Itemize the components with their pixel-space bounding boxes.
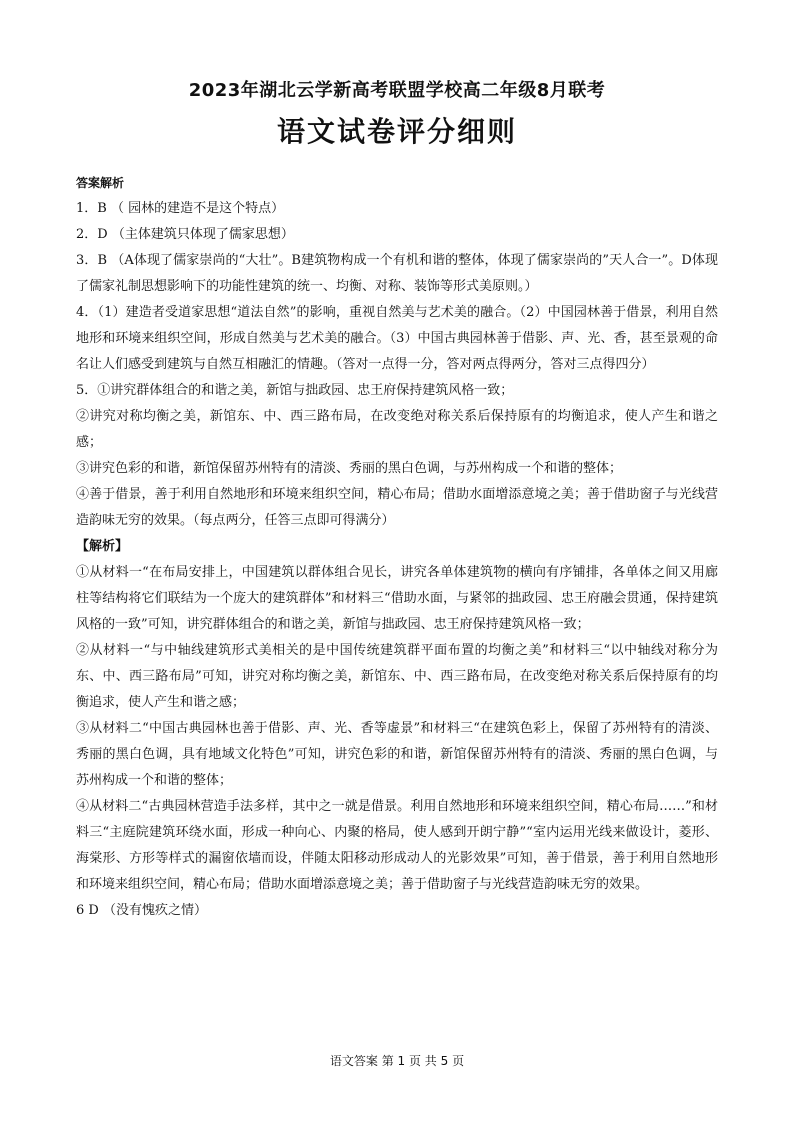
answer-4: 4．（1）建造者受道家思想“道法自然”的影响，重视自然美与艺术美的融合。（2）中国园林善于借景，利用自然地形和环境来组织空间，形成自然美与艺术美的融合。（3）中国古典园林善于借影、声、光、香，甚至景观的命名让人们感受到建筑与自然互相融汇的情趣。（答对一点得一分，答对两点得两分，答对三点得四分） — [76, 305, 718, 372]
answer-6: 6 D （没有愧疚之情） — [76, 903, 207, 918]
answer-5-point-2: ②讲究对称均衡之美，新馆东、中、西三路布局，在改变绝对称关系后保持原有的均衡追求，使人产生和谐之感； — [76, 409, 718, 450]
section-label: 答案解析 — [76, 176, 125, 190]
answer-1: 1．B （ 园林的建造不是这个特点） — [76, 201, 285, 216]
document-title: 语文试卷评分细则 — [276, 115, 517, 148]
analysis-2: ②从材料一“与中轴线建筑形式美相关的是中国传统建筑群平面布置的均衡之美”和材料三“以中轴线对称分为东、中、西三路布局”可知，讲究对称均衡之美，新馆东、中、西三路布局，在改变绝对称关系后保持原有的均衡追求，使人产生和谐之感； — [76, 643, 718, 710]
document-body — [76, 170, 718, 924]
exam-title: 2023年湖北云学新高考联盟学校高二年级8月联考 — [188, 80, 606, 101]
answer-2: 2．D （主体建筑只体现了儒家思想） — [76, 227, 294, 242]
answer-5-point-1: 5．①讲究群体组合的和谐之美，新馆与拙政园、忠王府保持建筑风格一致； — [76, 383, 514, 398]
analysis-3: ③从材料二“中国古典园林也善于借影、声、光、香等虚景”和材料三“在建筑色彩上，保留了苏州特有的清淡、秀丽的黑白色调，具有地域文化特色”可知，讲究色彩的和谐，新馆保留苏州特有的清淡、秀丽的黑白色调，与苏州构成一个和谐的整体； — [76, 721, 718, 788]
page-footer: 语文答案 第 1 页 共 5 页 — [329, 1054, 465, 1068]
answer-5-point-4: ④善于借景，善于利用自然地形和环境来组织空间，精心布局；借助水面增添意境之美；善于借助窗子与光线营造韵味无穷的效果。（每点两分，任答三点即可得满分） — [76, 487, 718, 528]
answer-3: 3．B （A体现了儒家崇尚的“大壮”。B建筑物构成一个有机和谐的整体，体现了儒家崇尚的”天人合一”。D体现了儒家礼制思想影响下的功能性建筑的统一、均衡、对称、装饰等形式美原则。） — [76, 253, 718, 294]
analysis-4: ④从材料二“古典园林营造手法多样，其中之一就是借景。利用自然地形和环境来组织空间，精心布局……”和材料三“主庭院建筑环绕水面，形成一种向心、内聚的格局，使人感到开朗宁静”“室内运用光线来做设计，菱形、海棠形、方形等样式的漏窗依墙而设，伴随太阳移动形成动人的光影效果”可知，善于借景，善于利用自然地形和环境来组织空间，精心布局；借助水面增添意境之美；善于借助窗子与光线营造韵味无穷的效果。 — [76, 799, 718, 892]
analysis-1: ①从材料一“在布局安排上，中国建筑以群体组合见长，讲究各单体建筑物的横向有序铺排，各单体之间又用廊柱等结构将它们联结为一个庞大的建筑群体”和材料三“借助水面，与紧邻的拙政园、忠王府融会贯通，保持建筑风格的一致”可知，讲究群体组合的和谐之美，新馆与拙政园、忠王府保持建筑风格一致； — [76, 565, 718, 632]
answer-5-point-3: ③讲究色彩的和谐，新馆保留苏州特有的清淡、秀丽的黑白色调，与苏州构成一个和谐的整体； — [76, 461, 623, 476]
analysis-label: 【解析】 — [76, 539, 129, 554]
